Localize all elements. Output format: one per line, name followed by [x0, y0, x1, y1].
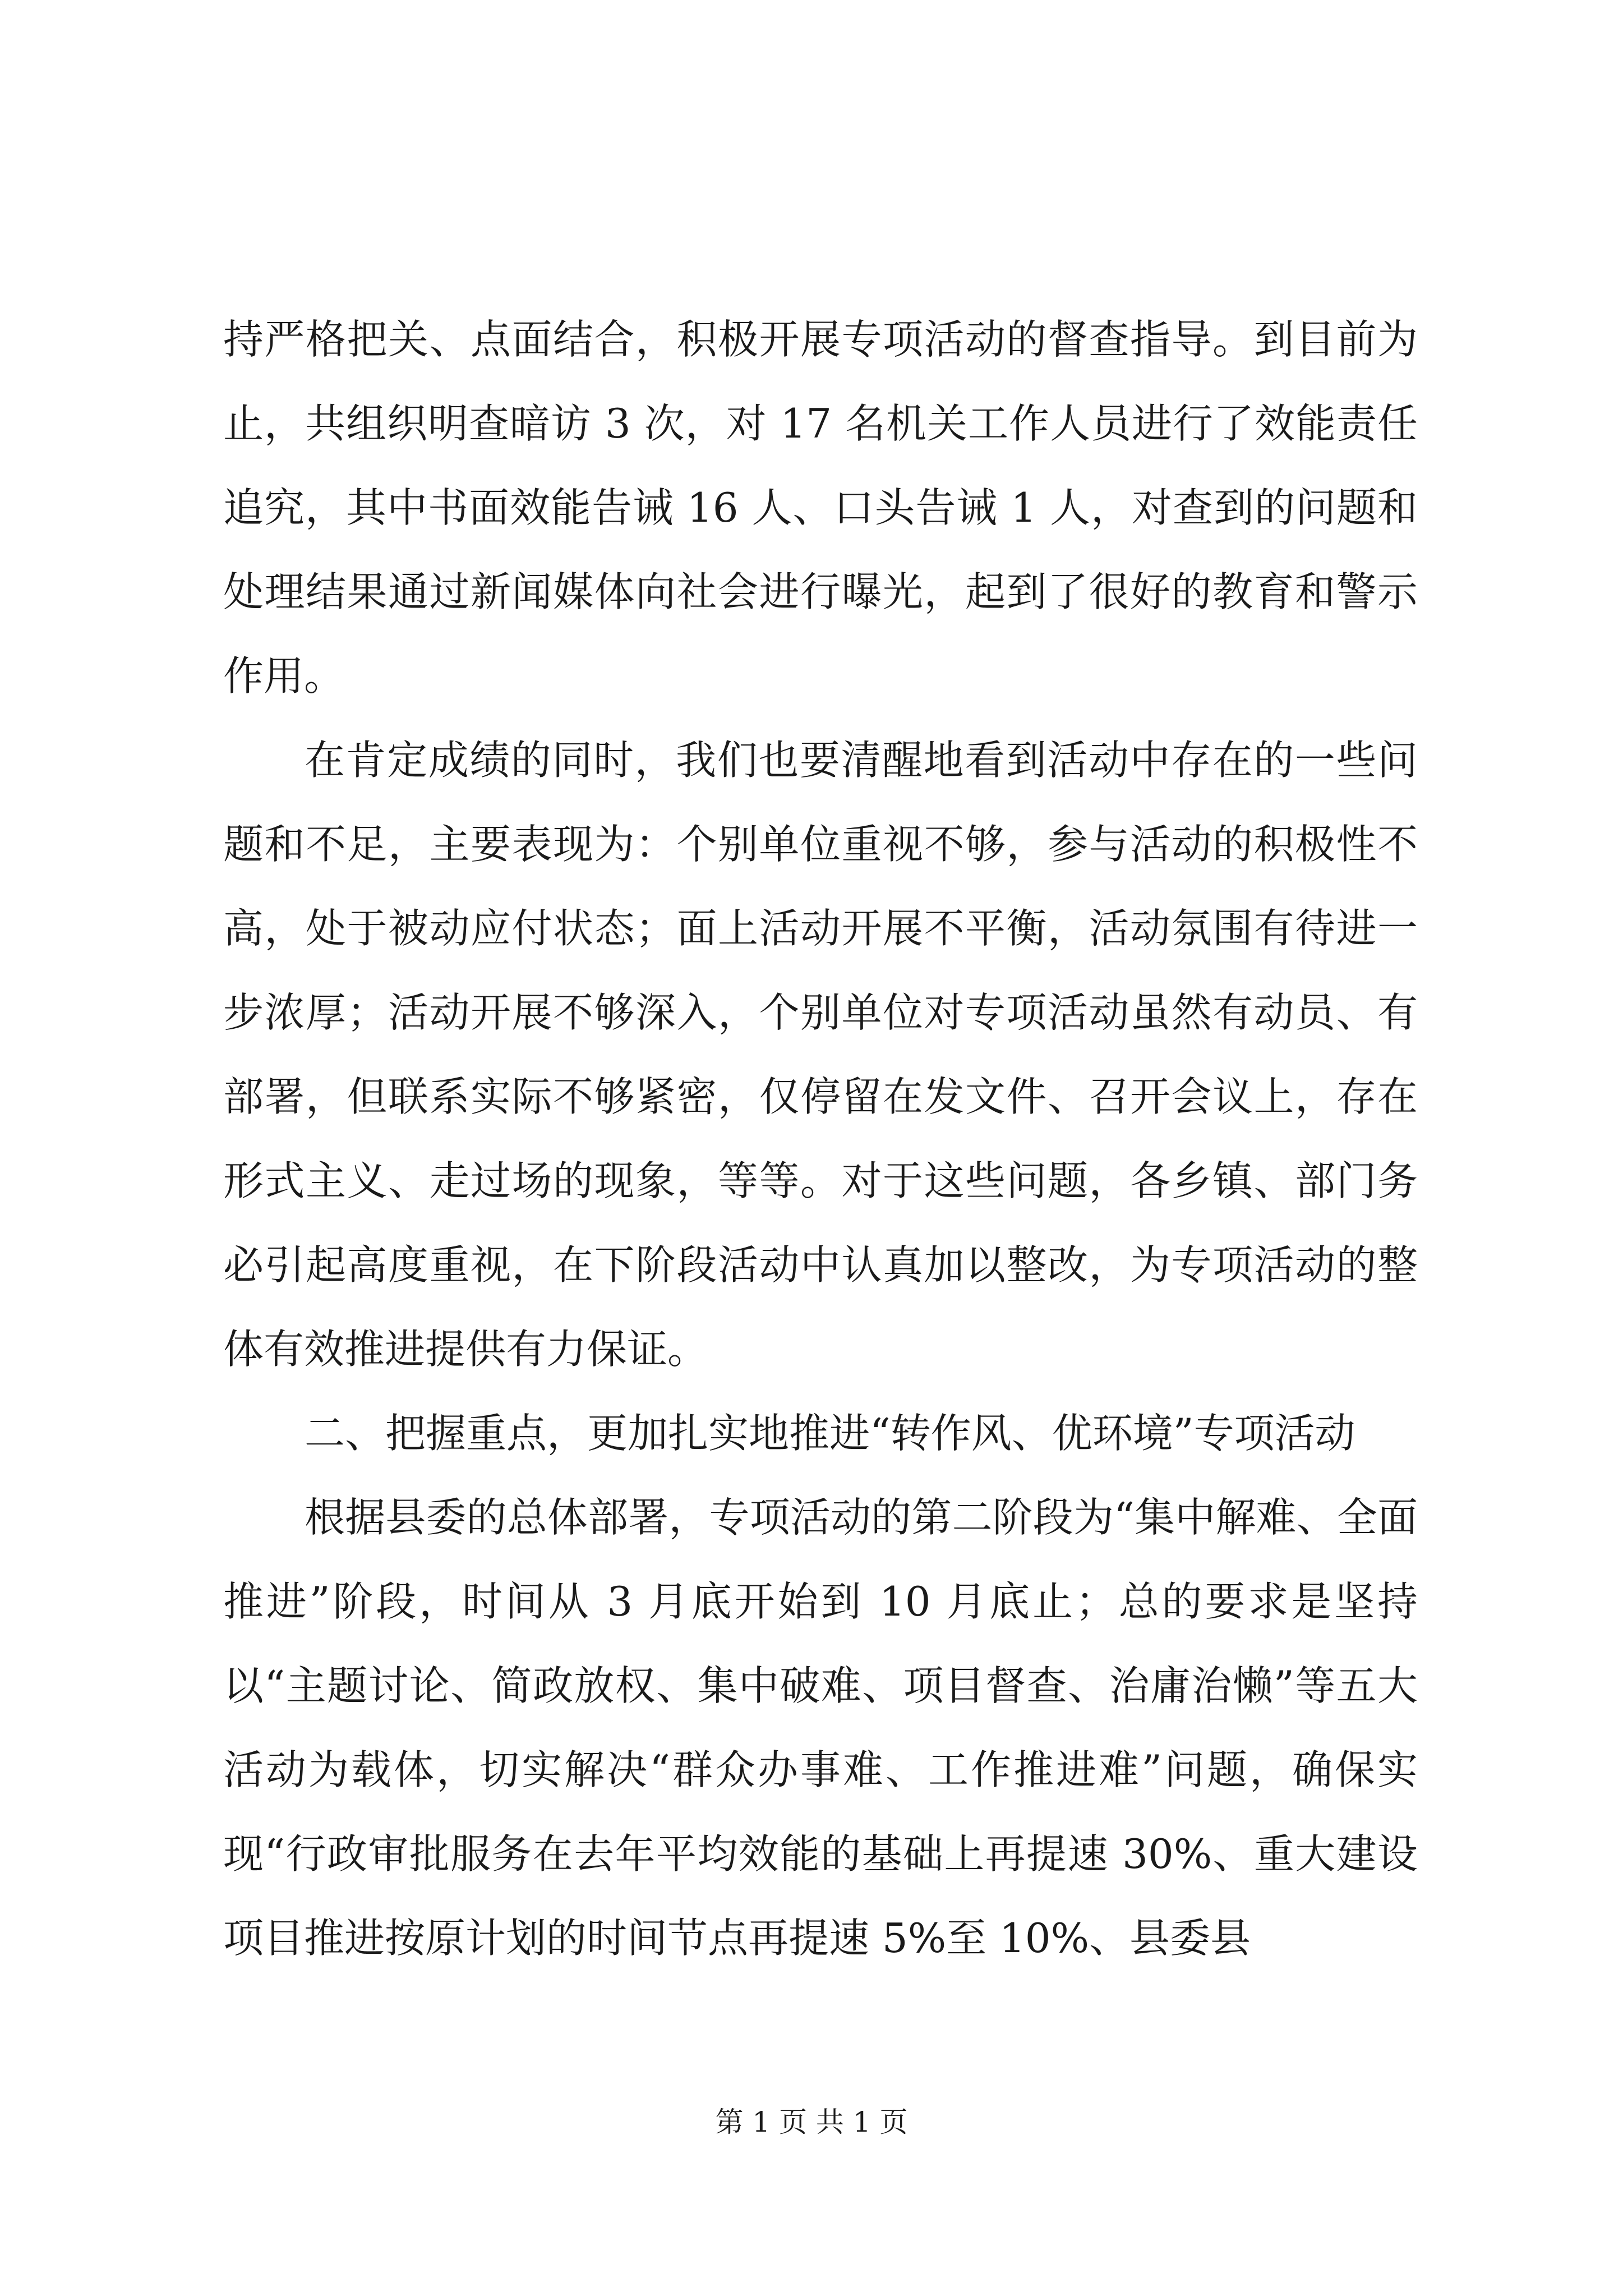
paragraph-second-stage: 根据县委的总体部署，专项活动的第二阶段为“集中解难、全面推进”阶段，时间从 3 月底开始到 10 月底止；总的要求是坚持以“主题讨论、简政放权、集中破难、项目督查、治庸治懒”等五大活动为载体，切实解决“群众办事难、工作推进难”问题，确保实现“行政审批服务在去年平均效能的基础上再提速 30%、重大建设项目推进按原计划的时间节点再提速 5%至 10%、县委县	[223, 1494, 1418, 1962]
document-body	[223, 297, 1418, 1980]
paragraph-problems: 在肯定成绩的同时，我们也要清醒地看到活动中存在的一些问题和不足，主要表现为：个别单位重视不够，参与活动的积极性不高，处于被动应付状态；面上活动开展不平衡，活动氛围有待进一步浓厚；活动开展不够深入，个别单位对专项活动虽然有动员、有部署，但联系实际不够紧密，仅停留在发文件、召开会议上，存在形式主义、走过场的现象，等等。对于这些问题，各乡镇、部门务必引起高度重视，在下阶段活动中认真加以整改，为专项活动的整体有效推进提供有力保证。	[223, 737, 1418, 1373]
page-footer: 第 1 页 共 1 页	[715, 2106, 908, 2138]
section-heading: 二、把握重点，更加扎实地推进“转作风、优环境”专项活动	[305, 1410, 1355, 1457]
paragraph-continuation: 持严格把关、点面结合，积极开展专项活动的督查指导。到目前为止，共组织明查暗访 3 次，对 17 名机关工作人员进行了效能责任追究，其中书面效能告诫 16 人、口头告诫 1 人，对查到的问题和处理结果通过新闻媒体向社会进行曝光，起到了很好的教育和警示作用。	[223, 316, 1418, 700]
